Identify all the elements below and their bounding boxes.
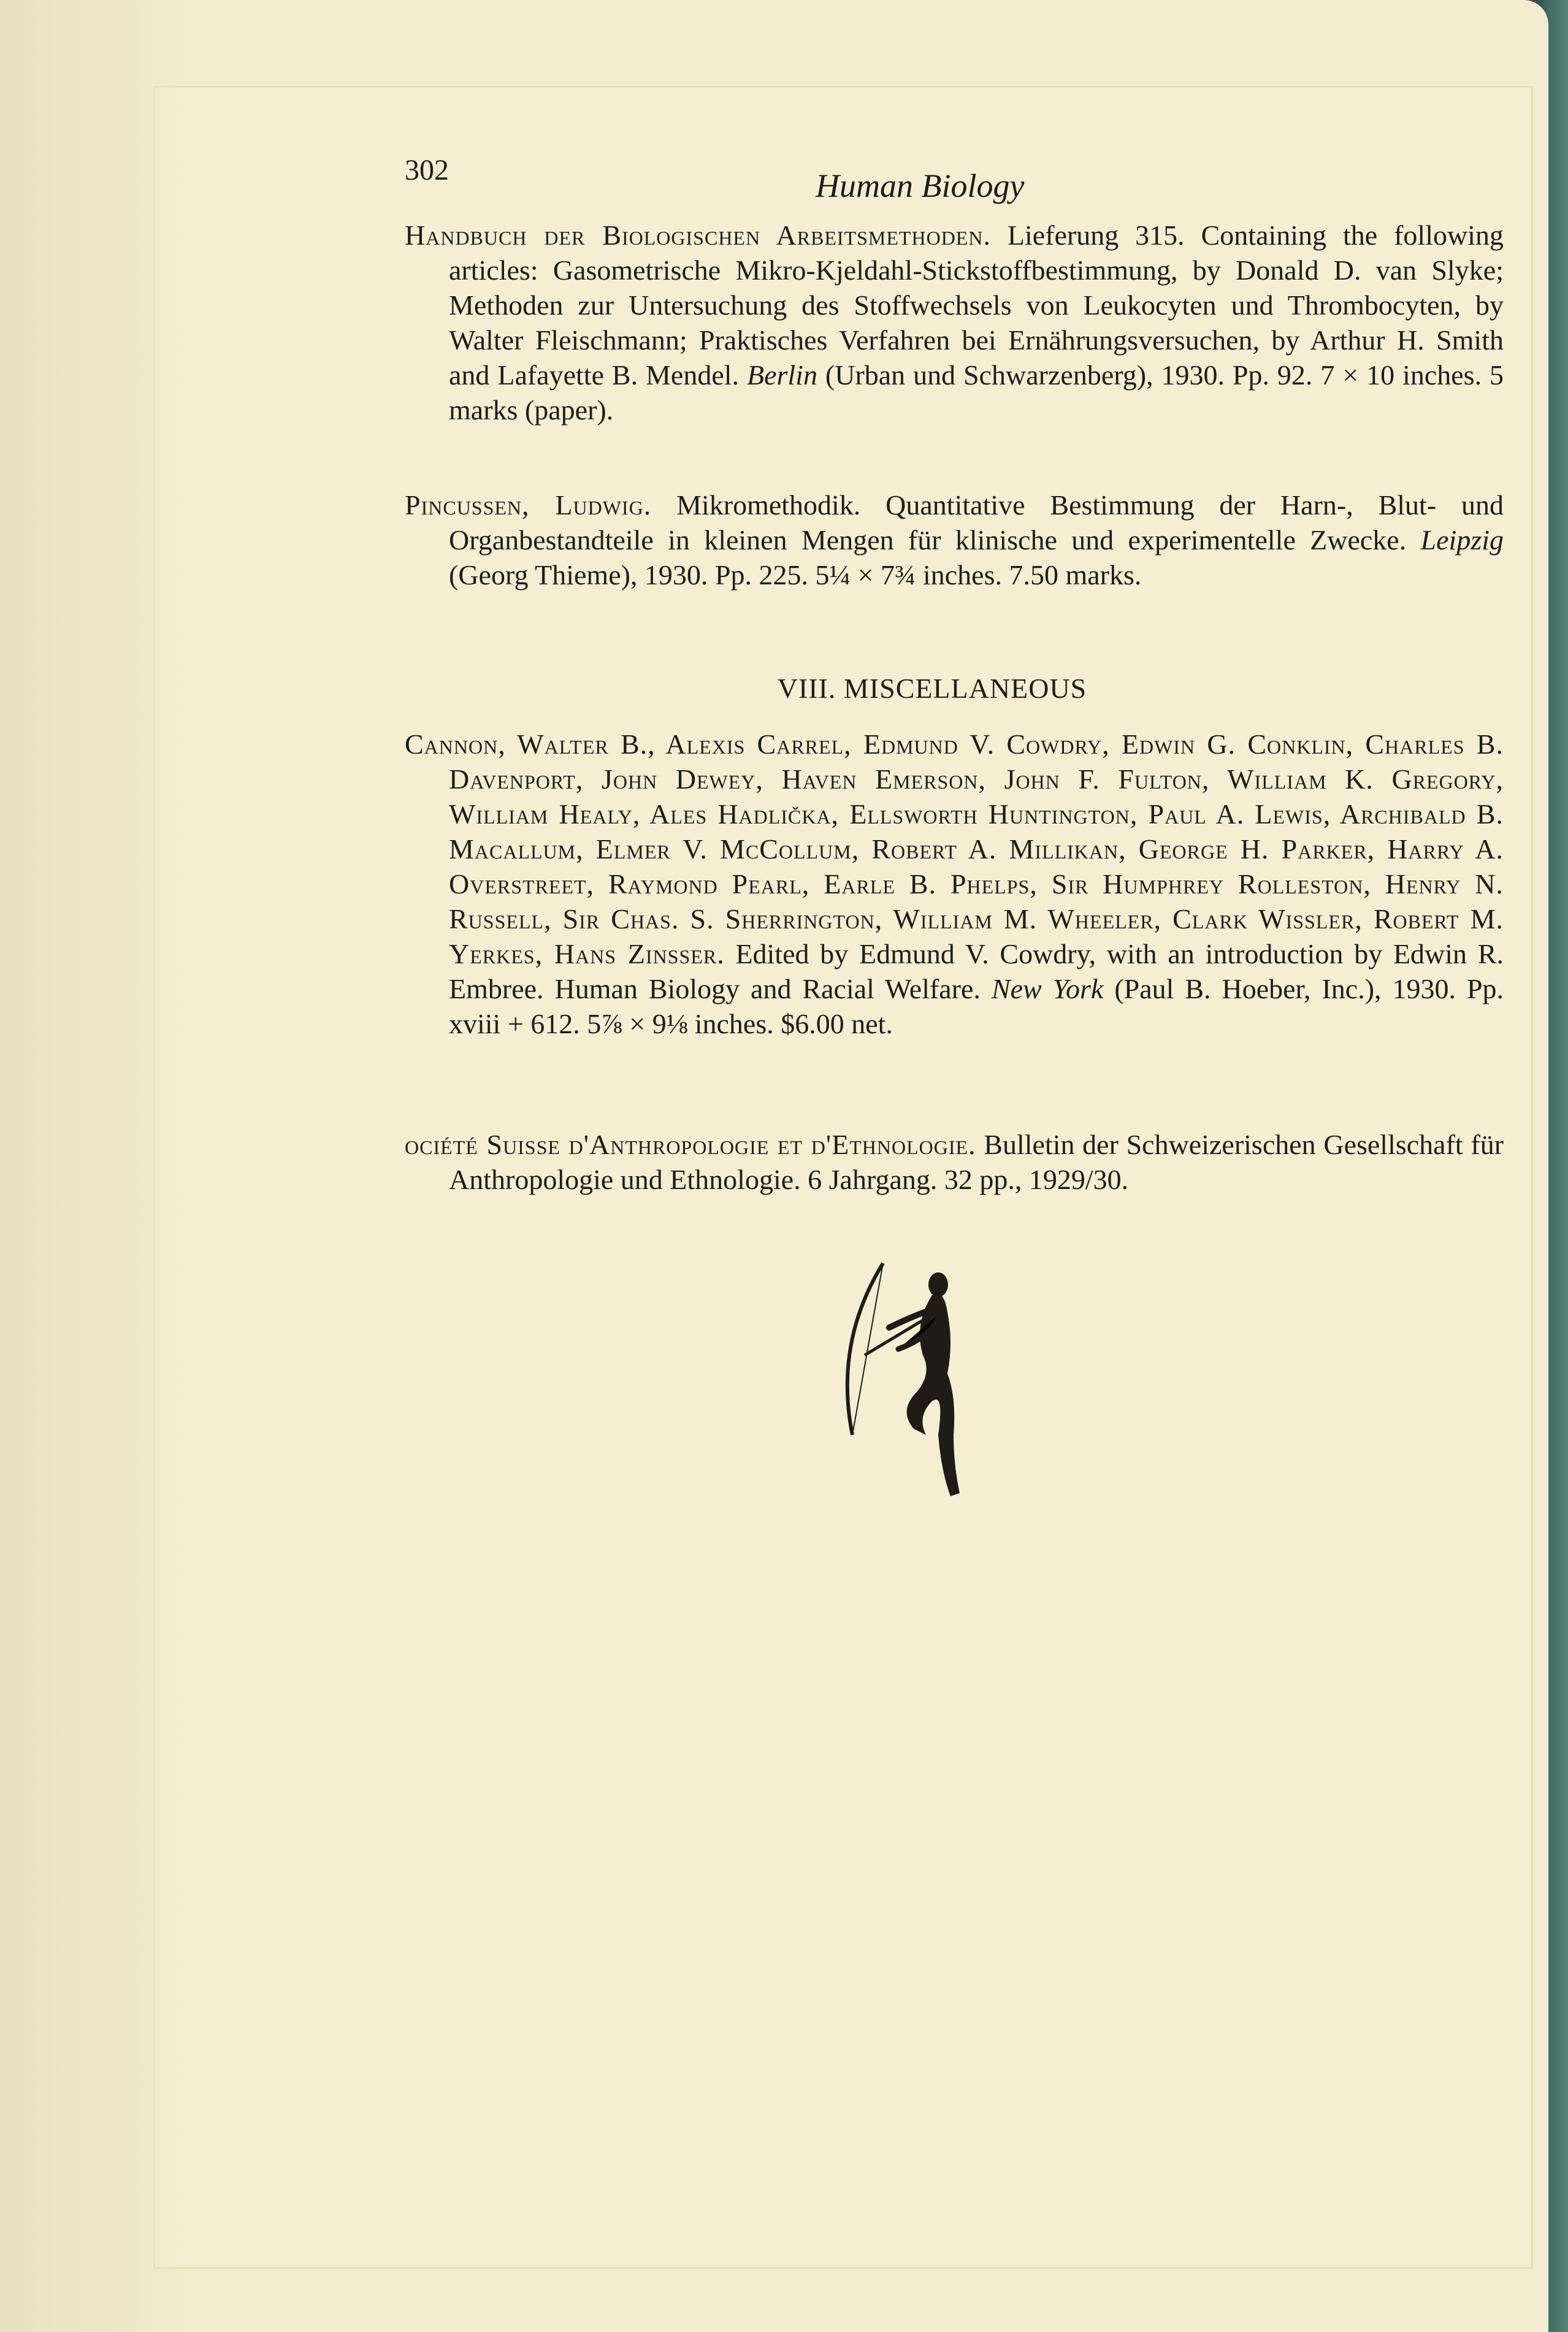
section-heading: VIII. MISCELLANEOUS	[777, 673, 1087, 704]
entry-cannon	[405, 727, 1504, 1041]
entry-place: New York	[991, 973, 1104, 1004]
entry-author: Handbuch der Biologischen Arbeitsmethoden.	[405, 220, 991, 251]
entry-author: ociété Suisse d'Anthropologie et d'Ethnologie.	[405, 1129, 976, 1160]
page-number: 302	[405, 154, 449, 186]
gutter-shadow	[0, 0, 190, 2332]
entry-handbuch	[405, 218, 1504, 427]
entry-publication: (Georg Thieme), 1930. Pp. 225. 5¼ × 7¾ inches. 7.50 marks.	[449, 559, 1142, 591]
entry-text: Lieferung 315. Containing the following articles: Gasometrische Mikro-Kjeldahl-Stickstoffbestimmung, by Donald D. van Slyke; Methoden zur Untersuchung des Stoffwechsels von Leukocyten und Thrombocyten, by Walter Fleischmann; Praktisches Verfahren bei Ernährungsversuchen, by Arthur H. Smith and Lafayette B. Mendel.	[449, 220, 1504, 391]
entry-publication: (Paul B. Hoeber, Inc.), 1930. Pp. xviii + 612. 5⅞ × 9⅛ inches. $6.00 net.	[449, 973, 1504, 1039]
entry-author: Pincussen, Ludwig.	[405, 489, 652, 521]
entry-publication: (Urban und Schwarzenberg), 1930. Pp. 92. 7 × 10 inches. 5 marks (paper).	[449, 359, 1504, 426]
entry-place: Berlin	[746, 359, 817, 391]
archer-icon	[840, 1251, 981, 1508]
journal-title: Human Biology	[816, 167, 1025, 204]
entry-place: Leipzig	[1420, 524, 1504, 556]
entry-text: Bulletin der Schweizerischen Gesellschaft für Anthropologie und Ethnologie. 6 Jahrgang. 32 pp., 1929/30.	[449, 1129, 1504, 1195]
entry-text: Edited by Edmund V. Cowdry, with an introduction by Edwin R. Embree. Human Biology and Racial Welfare.	[449, 938, 1504, 1004]
entry-pincussen	[405, 487, 1504, 592]
entry-societe-suisse	[405, 1127, 1504, 1197]
entry-text: Mikromethodik. Quantitative Bestimmung der Harn-, Blut- und Organbestandteile in kleinen Mengen für klinische und experimentelle Zwecke.	[449, 489, 1504, 556]
entry-author: Cannon, Walter B., Alexis Carrel, Edmund V. Cowdry, Edwin G. Conklin, Charles B. Davenport, John Dewey, Haven Emerson, John F. Fulton, William K. Gregory, William Healy, Ales Hadlička, Ellsworth Huntington, Paul A. Lewis, Archibald B. Macallum, Elmer V. McCollum, Robert A. Millikan, George H. Parker, Harry A. Overstreet, Raymond Pearl, Earle B. Phelps, Sir Humphrey Rolleston, Henry N. Russell, Sir Chas. S. Sherrington, William M. Wheeler, Clark Wissler, Robert M. Yerkes, Hans Zinsser.	[405, 728, 1504, 969]
